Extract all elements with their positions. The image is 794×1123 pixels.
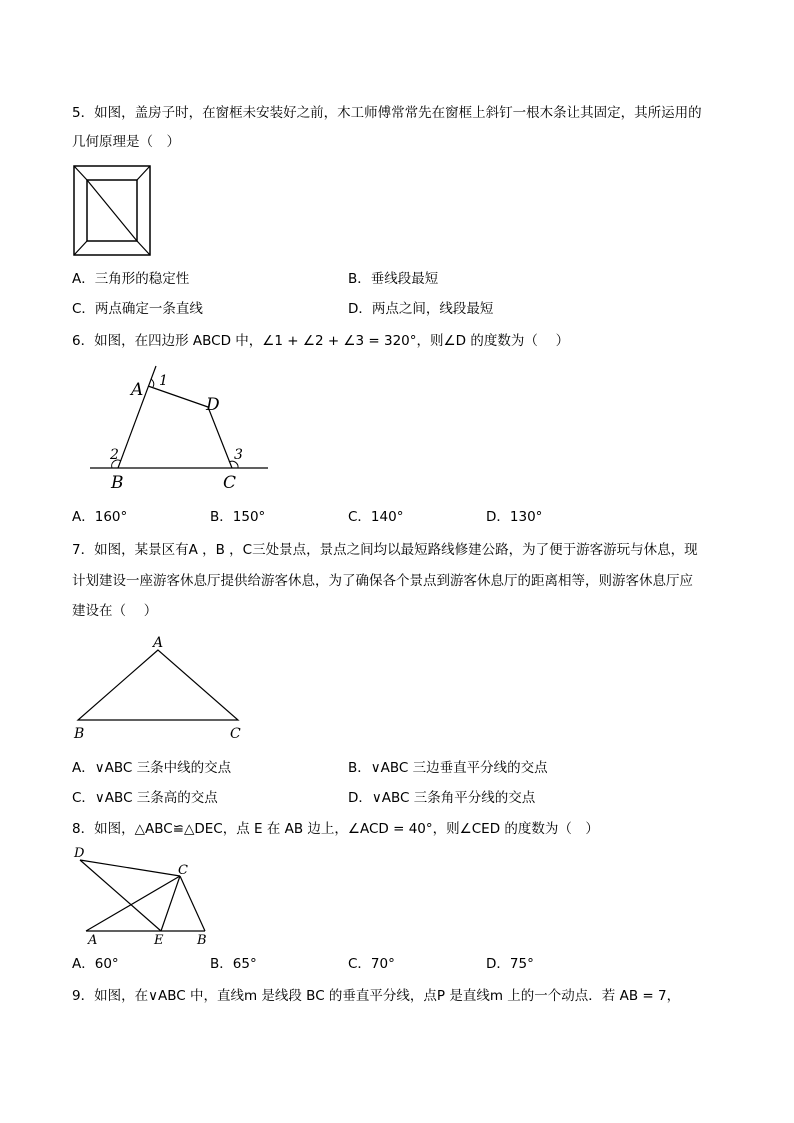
q8-label-d: D: [74, 846, 85, 861]
q9-stem: 9．如图，在∨ABC 中，直线m 是线段 BC 的垂直平分线，点P 是直线m 上的一个动点．若 AB = 7，: [72, 988, 681, 1004]
q8-segment-bc: [180, 876, 205, 931]
q8-label-e: E: [154, 933, 164, 948]
q6-option-c: C．140°: [348, 509, 404, 525]
q7-option-c: C．∨ABC 三条高的交点: [72, 790, 218, 806]
q7-label-a: A: [153, 635, 164, 651]
q7-option-d: D．∨ABC 三条角平分线的交点: [348, 790, 536, 806]
q8-option-a: A．60°: [72, 956, 119, 972]
q6-label-angle3: 3: [234, 447, 243, 463]
q8-segment-ec: [161, 876, 180, 931]
q5-option-a: A．三角形的稳定性: [72, 271, 190, 287]
q6-label-angle2: 2: [110, 447, 119, 463]
q6-label-d: D: [206, 395, 220, 415]
q5-option-d: D．两点之间，线段最短: [348, 301, 494, 317]
q6-option-d: D．130°: [486, 509, 543, 525]
q8-label-a: A: [88, 933, 98, 948]
q5-stem-line2: 几何原理是（ ）: [72, 134, 180, 150]
q8-option-c: C．70°: [348, 956, 395, 972]
q7-stem-line3: 建设在（ ）: [72, 603, 158, 619]
q7-option-a: A．∨ABC 三条中线的交点: [72, 760, 232, 776]
q7-stem-line1: 7．如图，某景区有A ，B ，C三处景点，景点之间均以最短路线修建公路，为了便于游客游玩与休息，现: [72, 542, 698, 558]
q5-option-b: B．垂线段最短: [348, 271, 439, 287]
q8-label-b: B: [197, 933, 207, 948]
q6-option-b: B．150°: [210, 509, 266, 525]
q6-option-a: A．160°: [72, 509, 128, 525]
q6-label-b: B: [111, 473, 124, 493]
q8-option-b: B．65°: [210, 956, 257, 972]
q8-segment-ac: [86, 876, 180, 931]
q8-stem: 8．如图，△ABC≌△DEC，点 E 在 AB 边上，∠ACD = 40°，则∠CED 的度数为（ ）: [72, 821, 599, 837]
q7-label-b: B: [74, 726, 85, 742]
q6-label-a: A: [131, 380, 144, 400]
q5-option-c: C．两点确定一条直线: [72, 301, 203, 317]
q8-option-d: D．75°: [486, 956, 534, 972]
q6-label-c: C: [223, 473, 237, 493]
q8-label-c: C: [178, 863, 188, 878]
q7-label-c: C: [230, 726, 241, 742]
q5-stem-line1: 5．如图，盖房子时，在窗框未安装好之前，木工师傅常常先在窗框上斜钉一根木条让其固定，其所运用的: [72, 105, 702, 121]
q7-option-b: B．∨ABC 三边垂直平分线的交点: [348, 760, 548, 776]
q7-stem-line2: 计划建设一座游客休息厅提供给游客休息，为了确保各个景点到游客休息厅的距离相等，则游客休息厅应: [72, 573, 693, 589]
q6-label-angle1: 1: [159, 373, 168, 389]
q6-stem: 6．如图，在四边形 ABCD 中，∠1 + ∠2 + ∠3 = 320°，则∠D 的度数为（ ）: [72, 333, 570, 349]
